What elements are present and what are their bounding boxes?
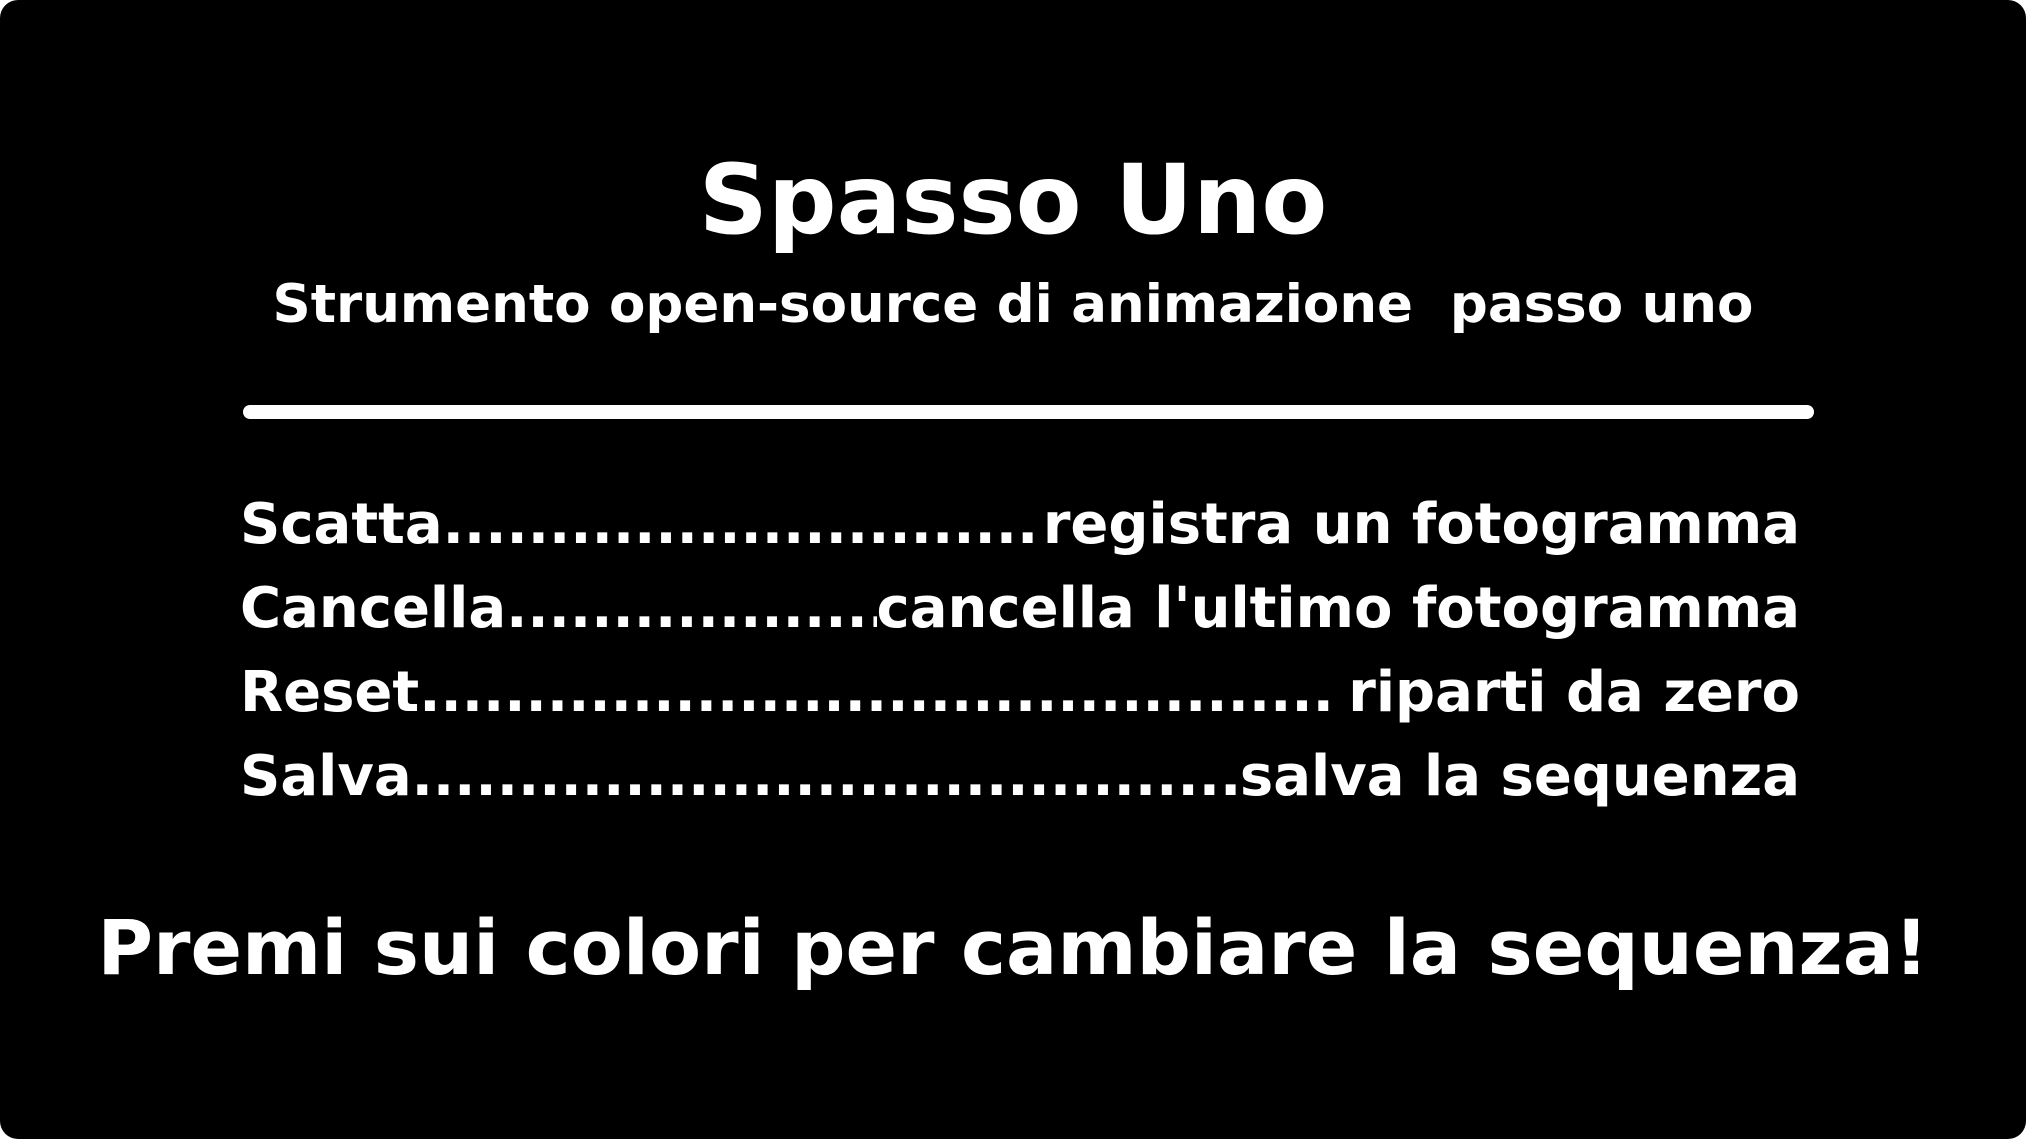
- call-to-action: Premi sui colori per cambiare la sequenza!: [97, 903, 1929, 992]
- command-description: riparti da zero: [1328, 660, 1800, 725]
- command-description: salva la sequenza: [1239, 744, 1800, 809]
- command-list: [240, 483, 1800, 819]
- command-name: Salva: [240, 744, 412, 809]
- command-row-reset: [240, 651, 1800, 735]
- command-name: Reset: [240, 660, 420, 725]
- command-row-cancella: [240, 567, 1800, 651]
- dot-leader: [412, 735, 1240, 819]
- command-row-salva: [240, 735, 1800, 819]
- command-row-scatta: [240, 483, 1800, 567]
- command-name: Scatta: [240, 492, 443, 557]
- command-description: registra un fotogramma: [1042, 492, 1800, 557]
- app-title: Spasso Uno: [698, 144, 1328, 256]
- dot-leader: [506, 567, 876, 651]
- dot-leader: [419, 651, 1329, 735]
- app-subtitle: Strumento open-source di animazione passo uno: [272, 274, 1754, 335]
- command-description: cancella l'ultimo fotogramma: [876, 576, 1800, 641]
- dot-leader: [443, 483, 1043, 567]
- command-name: Cancella: [240, 576, 507, 641]
- divider: [243, 405, 1814, 419]
